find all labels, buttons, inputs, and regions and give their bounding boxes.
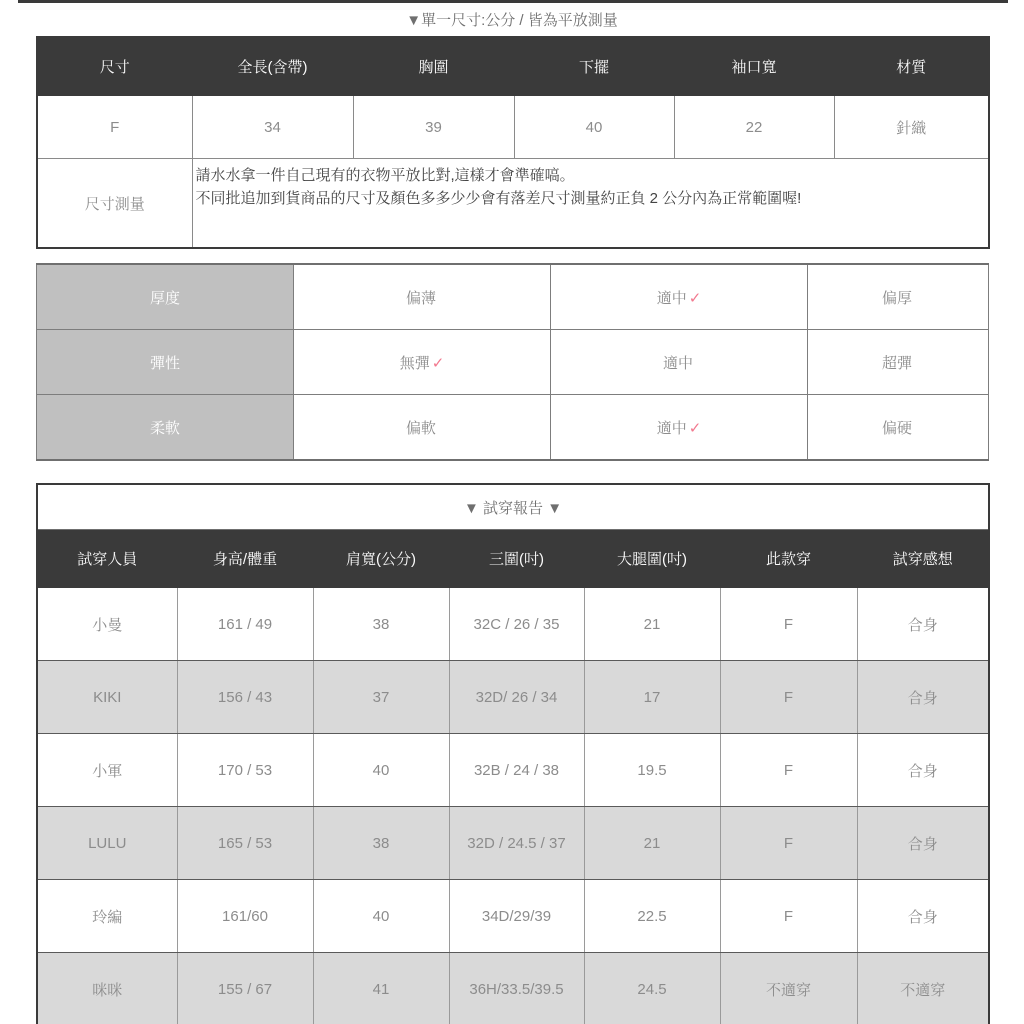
fitting-height-weight: 161 / 49 [177,588,313,661]
feature-option-label: 超彈 [881,354,912,372]
feature-label-thickness: 厚度 [37,264,294,330]
fitting-height-weight: 161/60 [177,880,313,953]
length-value: 34 [192,96,353,159]
fitting-feedback: 合身 [857,880,989,953]
feature-option-label: 偏軟 [405,419,436,437]
fitting-shoulder: 38 [313,807,449,880]
feature-label-softness: 柔軟 [37,395,294,461]
fitting-feedback: 合身 [857,661,989,734]
fitting-header-size-worn: 此款穿 [720,530,857,588]
fitting-person: 小曼 [37,588,177,661]
feature-option [294,395,551,461]
hem-value: 40 [514,96,674,159]
spacer [36,461,988,483]
feature-option-label: 適中 [656,419,687,437]
fitting-table-title: ▼ 試穿報告 ▼ [37,484,989,530]
fitting-table-header-row [37,530,989,588]
size-table-header-bust: 胸圍 [353,37,514,96]
check-icon: ✓ [688,419,702,437]
spacer [36,249,988,263]
fitting-feedback: 不適穿 [857,953,989,1024]
feature-option [551,395,808,461]
feature-row [37,395,989,461]
feature-option [808,395,989,461]
fitting-shoulder: 37 [313,661,449,734]
fitting-measurements: 36H/33.5/39.5 [449,953,584,1024]
fitting-size-worn: 不適穿 [720,953,857,1024]
fitting-measurements: 32B / 24 / 38 [449,734,584,807]
fitting-person: KIKI [37,661,177,734]
fitting-person: 咪咪 [37,953,177,1024]
feature-row [37,264,989,330]
feature-label-elasticity: 彈性 [37,330,294,395]
fitting-height-weight: 165 / 53 [177,807,313,880]
fitting-row [37,734,989,807]
feature-option [551,330,808,395]
fitting-feedback: 合身 [857,807,989,880]
fitting-size-worn: F [720,807,857,880]
fitting-size-worn: F [720,734,857,807]
fitting-shoulder: 41 [313,953,449,1024]
feature-option [808,330,989,395]
fitting-measurements: 32D/ 26 / 34 [449,661,584,734]
feature-option [294,264,551,330]
fitting-person: 小軍 [37,734,177,807]
feature-row [37,330,989,395]
fitting-thigh: 22.5 [584,880,720,953]
size-table-header-length: 全長(含帶) [192,37,353,96]
fitting-thigh: 19.5 [584,734,720,807]
measure-note-label: 尺寸測量 [37,159,192,249]
measure-note [192,159,989,249]
check-icon: ✓ [431,354,445,372]
feature-option-label: 無彈 [399,354,430,372]
fitting-feedback: 合身 [857,734,989,807]
size-table [36,36,990,249]
size-table-header-hem: 下擺 [514,37,674,96]
fitting-size-worn: F [720,880,857,953]
measure-note-line-1: 請水水拿一件自己現有的衣物平放比對,這樣才會準確嗃。 [195,167,575,184]
fitting-height-weight: 170 / 53 [177,734,313,807]
size-table-header-cuff: 袖口寬 [674,37,834,96]
fitting-measurements: 34D/29/39 [449,880,584,953]
size-table-note-row [37,159,989,249]
fitting-row [37,807,989,880]
feature-option-label: 偏厚 [881,289,912,307]
size-table-title: ▼單一尺寸:公分 / 皆為平放測量 [406,12,618,29]
fitting-header-feedback: 試穿感想 [857,530,989,588]
fitting-header-shoulder: 肩寬(公分) [313,530,449,588]
fitting-header-thigh: 大腿圍(吋) [584,530,720,588]
size-value: F [37,96,192,159]
feature-option-label: 偏硬 [881,419,912,437]
feature-option [551,264,808,330]
fitting-feedback: 合身 [857,588,989,661]
fitting-row [37,588,989,661]
fitting-height-weight: 156 / 43 [177,661,313,734]
fitting-header-measurements: 三圍(吋) [449,530,584,588]
fitting-person: LULU [37,807,177,880]
feature-option-label: 適中 [662,354,693,372]
fitting-header-person: 試穿人員 [37,530,177,588]
size-table-header-material: 材質 [834,37,989,96]
fitting-shoulder: 38 [313,588,449,661]
fitting-size-worn: F [720,588,857,661]
fitting-thigh: 24.5 [584,953,720,1024]
measure-note-line-2: 不同批追加到貨商品的尺寸及顏色多多少少會有落差尺寸測量約正負 2 公分內為正常範圍喔! [195,190,802,207]
fitting-measurements: 32C / 26 / 35 [449,588,584,661]
fitting-row [37,661,989,734]
feature-option-label: 適中 [656,289,687,307]
fitting-row [37,953,989,1024]
feature-table [36,263,989,461]
size-guide-content [36,6,988,1024]
feature-option-label: 偏薄 [405,289,436,307]
fitting-table [36,483,990,1024]
fitting-table-title-row [37,484,989,530]
size-table-value-row [37,96,989,159]
fitting-thigh: 17 [584,661,720,734]
size-table-header-row [37,37,989,96]
top-divider [18,0,1008,3]
fitting-thigh: 21 [584,807,720,880]
size-table-header-size: 尺寸 [37,37,192,96]
cuff-value: 22 [674,96,834,159]
fitting-shoulder: 40 [313,734,449,807]
check-icon: ✓ [688,289,702,307]
feature-option [808,264,989,330]
fitting-size-worn: F [720,661,857,734]
fitting-thigh: 21 [584,588,720,661]
fitting-shoulder: 40 [313,880,449,953]
feature-option [294,330,551,395]
fitting-person: 玲編 [37,880,177,953]
fitting-header-height-weight: 身高/體重 [177,530,313,588]
fitting-row [37,880,989,953]
bust-value: 39 [353,96,514,159]
fitting-measurements: 32D / 24.5 / 37 [449,807,584,880]
material-value: 針織 [834,96,989,159]
fitting-height-weight: 155 / 67 [177,953,313,1024]
